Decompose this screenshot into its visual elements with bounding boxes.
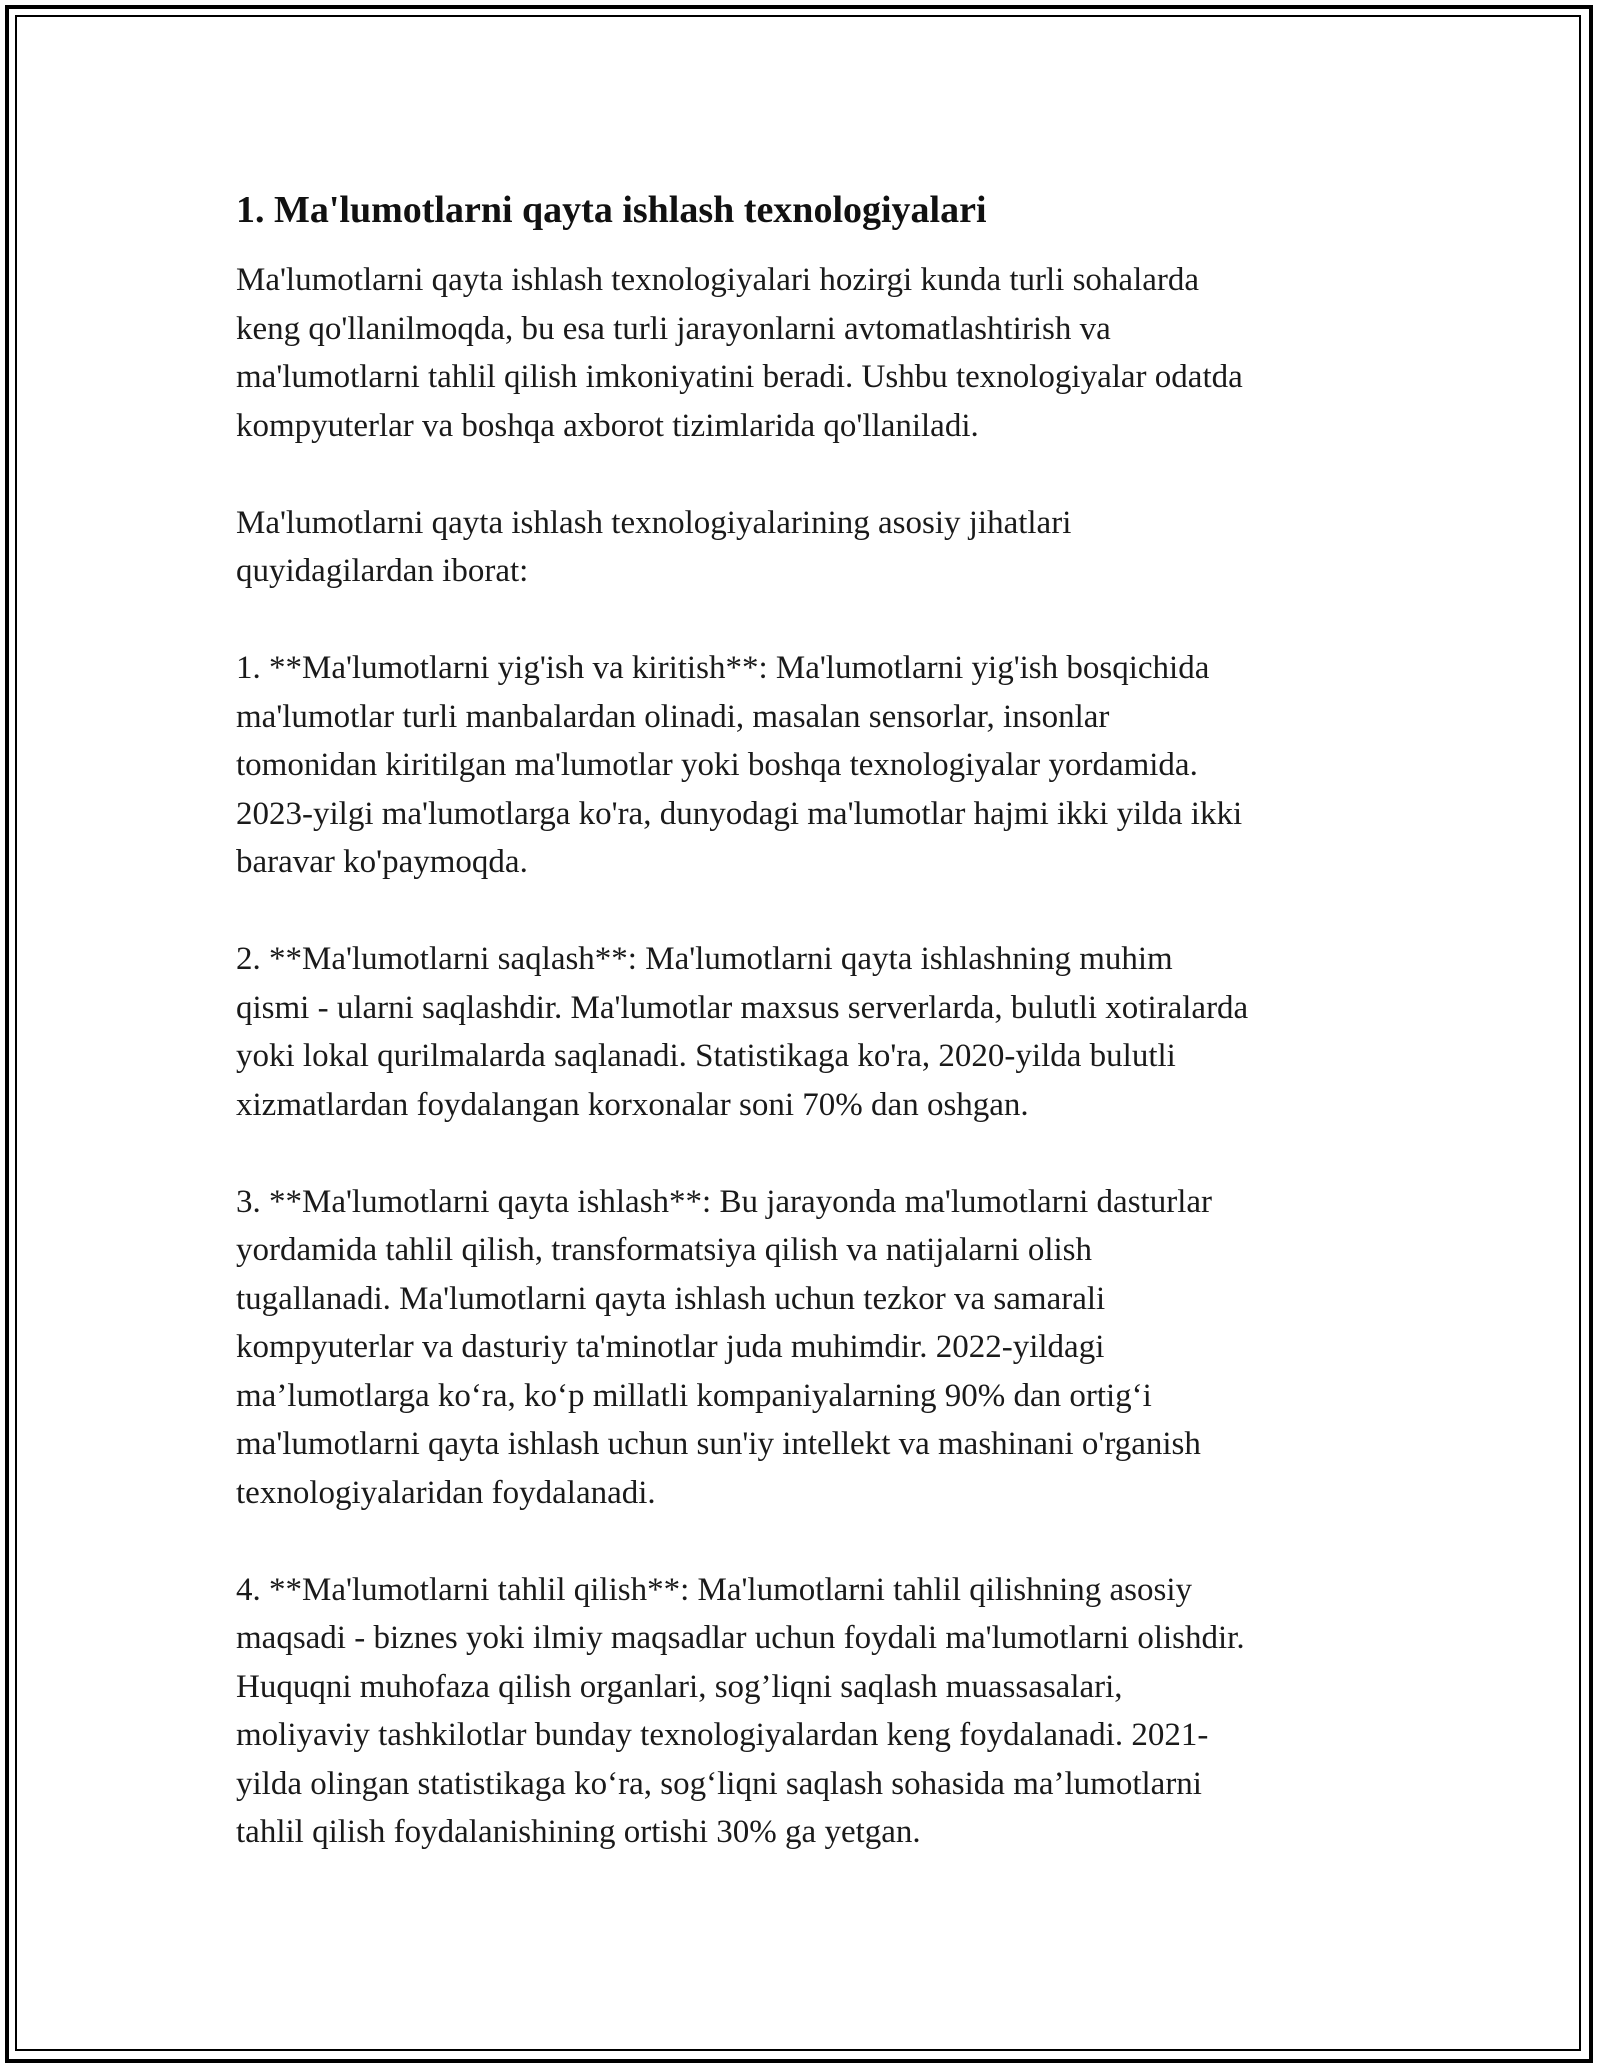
list-item-analysis: 4. **Ma'lumotlarni tahlil qilish**: Ma'lumotlarni tahlil qilishning asosiy maqsadi - biznes yoki ilmiy maqsadlar uchun foydali ma'lumotlarni olishdir. Huquqni muhofaza qilish organlari, sog’liqni saqlash muassasalari, moliyaviy tashkilotlar bunday texnologiyalardan keng foydalanadi. 2021- yilda olingan statistikaga ko‘ra, sog‘liqni saqlash sohasida ma’lumotlarni tahlil qilish foydalanishining ortishi 30% ga yetgan. [236,1571,1245,1850]
list-item-storage: 2. **Ma'lumotlarni saqlash**: Ma'lumotlarni qayta ishlashning muhim qismi - ularni saqlashdir. Ma'lumotlar maxsus serverlarda, bulutli xotiralarda yoki lokal qurilmalarda saqlanadi. Statistikaga ko'ra, 2020-yilda bulutli xizmatlardan foydalangan korxonalar soni 70% dan oshgan. [236,941,1249,1123]
document-title: 1. Ma'lumotlarni qayta ishlash texnologiyalari [236,189,987,231]
aspects-intro-paragraph: Ma'lumotlarni qayta ishlash texnologiyalarining asosiy jihatlari quyidagilardan iborat: [236,504,1072,589]
list-item-collection: 1. **Ma'lumotlarni yig'ish va kiritish**: Ma'lumotlarni yig'ish bosqichida ma'lumotlar turli manbalardan olinadi, masalan sensorlar, insonlar tomonidan kiritilgan ma'lumotlar yoki boshqa texnologiyalar yordamida. 2023-yilgi ma'lumotlarga ko'ra, dunyodagi ma'lumotlar hajmi ikki yilda ikki baravar ko'paymoqda. [236,650,1243,880]
intro-paragraph: Ma'lumotlarni qayta ishlash texnologiyalari hozirgi kunda turli sohalarda keng qo'llanilmoqda, bu esa turli jarayonlarni avtomatlashtirish va ma'lumotlarni tahlil qilish imkoniyatini beradi. Ushbu texnologiyalar odatda kompyuterlar va boshqa axborot tizimlarida qo'llaniladi. [236,262,1243,444]
document-body [236,186,1366,1905]
list-item-processing: 3. **Ma'lumotlarni qayta ishlash**: Bu jarayonda ma'lumotlarni dasturlar yordamida tahlil qilish, transformatsiya qilish va natijalarni olish tugallanadi. Ma'lumotlarni qayta ishlash uchun tezkor va samarali kompyuterlar va dasturiy ta'minotlar juda muhimdir. 2022-yildagi ma’lumotlarga ko‘ra, ko‘p millatli kompaniyalarning 90% dan ortig‘i ma'lumotlarni qayta ishlash uchun sun'iy intellekt va mashinani o'rganish texnologiyalaridan foydalanadi. [236,1183,1213,1511]
